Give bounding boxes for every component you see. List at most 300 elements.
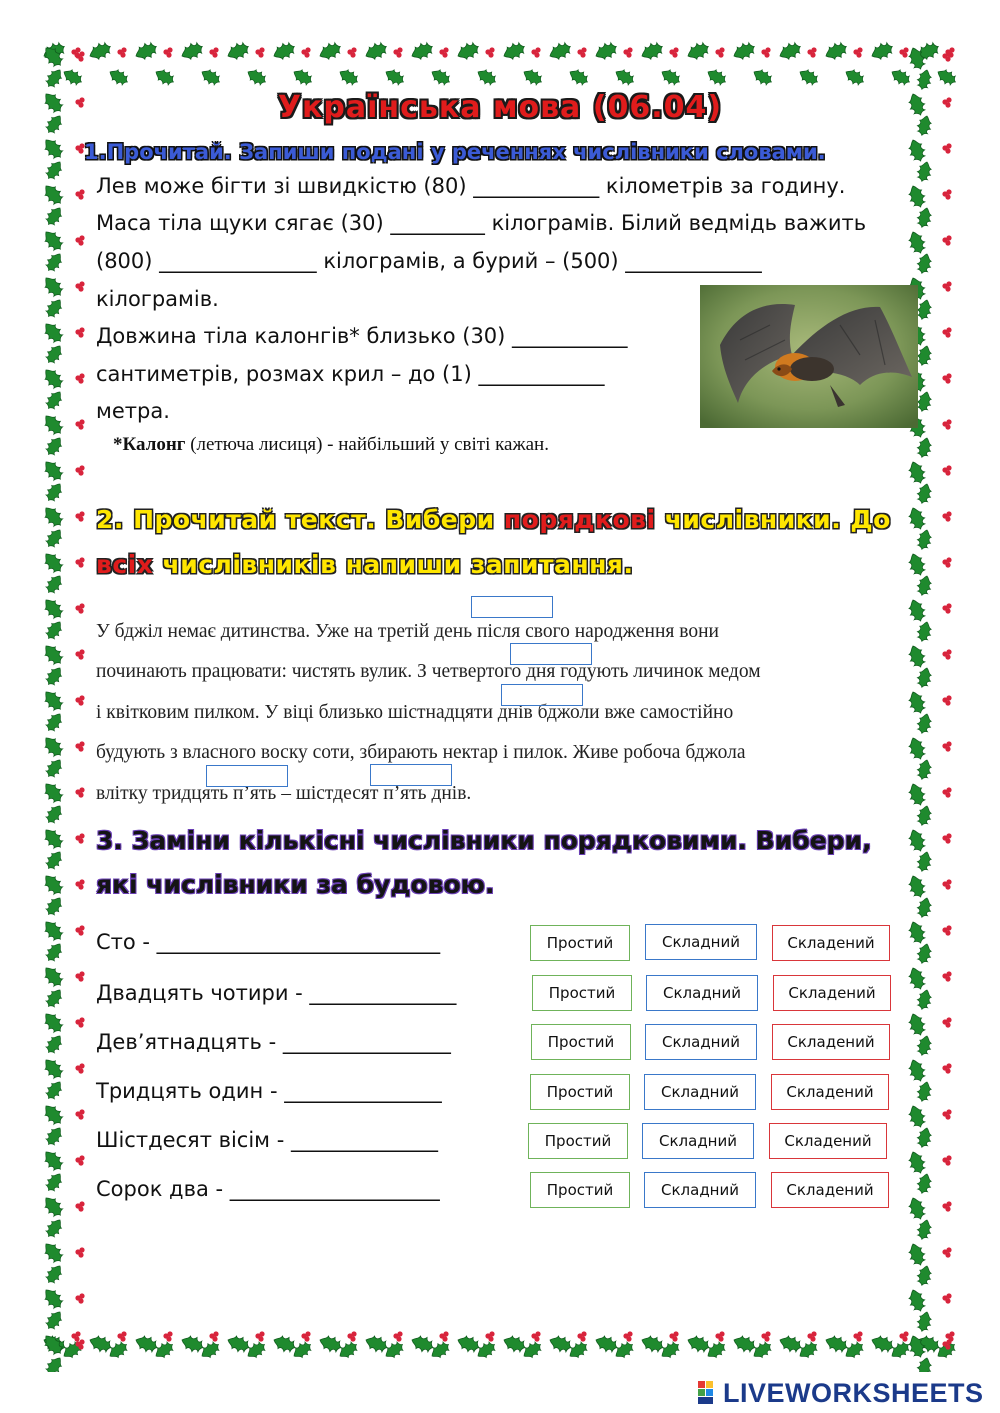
holly-berry <box>78 1068 83 1073</box>
task2-heading-line2 <box>96 550 916 579</box>
holly-leaf <box>906 1195 928 1222</box>
holly-berry <box>946 419 951 424</box>
option-simple[interactable]: Простий <box>530 925 630 961</box>
holly-berry <box>945 240 950 245</box>
task2-heading-line1 <box>96 505 916 534</box>
holly-berry <box>78 470 83 475</box>
holly-leaf <box>906 781 928 808</box>
holly-berry <box>946 51 951 56</box>
holly-leaf <box>685 39 712 62</box>
answer-box-2[interactable] <box>510 643 592 665</box>
holly-leaf <box>40 227 66 254</box>
holly-leaf <box>906 1149 928 1176</box>
holly-berry <box>945 976 950 981</box>
holly-berry <box>350 52 355 57</box>
holly-berry <box>396 52 401 57</box>
holly-leaf <box>455 39 482 62</box>
holly-berry <box>79 603 84 608</box>
holly-leaf <box>869 39 896 62</box>
task1-line: Довжина тіла калонгів* близько (30) ___________ <box>96 324 628 348</box>
holly-leaf <box>43 756 66 781</box>
option-simple[interactable]: Простий <box>528 1123 628 1159</box>
option-complex[interactable]: Складний <box>645 924 757 960</box>
holly-leaf <box>915 252 933 275</box>
holly-leaf <box>823 39 850 62</box>
holly-berry <box>946 465 951 470</box>
holly-leaf <box>915 666 933 689</box>
holly-leaf <box>40 687 66 714</box>
task1-line: (800) _______________ кілограмів, а бурий – (500) _____________ <box>96 249 762 273</box>
option-simple[interactable]: Простий <box>531 1024 631 1060</box>
holly-leaf <box>40 917 66 944</box>
holly-berry <box>213 1331 218 1336</box>
option-compound[interactable]: Складений <box>771 1074 889 1110</box>
holly-berry <box>79 695 84 700</box>
holly-berry <box>78 332 83 337</box>
holly-leaf <box>225 1333 252 1355</box>
task2-paragraph-line: і квітковим пилком. У віці близько шістнадцяти днів бджоли вже самостійно <box>96 702 734 723</box>
holly-leaf <box>915 436 933 459</box>
holly-berry <box>534 52 539 57</box>
holly-leaf <box>455 1333 482 1355</box>
holly-leaf <box>337 66 361 88</box>
holly-berry <box>535 1331 540 1336</box>
holly-berry <box>79 1063 84 1068</box>
holly-berry <box>396 1336 401 1341</box>
holly-berry <box>79 189 84 194</box>
numeral-row-label[interactable]: Сорок два - ____________________ <box>96 1177 440 1201</box>
holly-berry <box>627 1331 632 1336</box>
holly-berry <box>946 235 951 240</box>
holly-berry <box>167 47 172 52</box>
holly-berry <box>79 465 84 470</box>
holly-berry <box>718 52 723 57</box>
task1-line: сантиметрів, розмах крил – до (1) ____________ <box>96 362 605 386</box>
holly-leaf <box>43 940 66 965</box>
holly-leaf <box>915 1126 933 1149</box>
holly-leaf <box>43 526 66 551</box>
holly-berry <box>258 52 263 57</box>
holly-berry <box>351 47 356 52</box>
holly-leaf <box>869 1333 896 1355</box>
holly-berry <box>79 833 84 838</box>
holly-berry <box>946 833 951 838</box>
holly-berry <box>672 52 677 57</box>
holly-leaf <box>40 273 66 300</box>
holly-berry <box>946 1201 951 1206</box>
holly-leaf <box>915 850 933 873</box>
holly-leaf <box>40 595 66 622</box>
holly-leaf <box>906 919 928 946</box>
holly-leaf <box>501 39 528 62</box>
holly-leaf <box>685 1333 712 1355</box>
holly-berry <box>213 47 218 52</box>
holly-leaf <box>40 181 66 208</box>
holly-berry <box>78 516 83 521</box>
holly-berry <box>79 1293 84 1298</box>
holly-berry <box>946 1247 951 1252</box>
holly-leaf <box>906 229 928 256</box>
holly-berry <box>946 1293 951 1298</box>
holly-berry <box>166 52 171 57</box>
holly-berry <box>121 47 126 52</box>
holly-leaf <box>40 963 66 990</box>
task2-paragraph-line: будують з власного воску соти, збирають нектар і пилок. Живе робоча бджола <box>96 742 746 763</box>
holly-leaf <box>906 643 928 670</box>
numeral-row-label[interactable]: Тридцять один - _______________ <box>96 1079 442 1103</box>
holly-leaf <box>43 158 66 183</box>
option-complex[interactable]: Складний <box>646 975 758 1011</box>
holly-berry <box>945 194 950 199</box>
option-complex[interactable]: Складний <box>644 1172 756 1208</box>
holly-leaf <box>40 135 66 162</box>
holly-leaf <box>199 66 223 88</box>
holly-berry <box>78 1160 83 1165</box>
holly-berry <box>673 1331 678 1336</box>
holly-berry <box>945 1206 950 1211</box>
holly-leaf <box>797 66 821 88</box>
holly-leaf <box>906 873 928 900</box>
holly-berry <box>79 373 84 378</box>
holly-leaf <box>271 1333 298 1355</box>
footnote <box>113 434 549 456</box>
task2-h1-part: числівники. До <box>655 505 891 534</box>
holly-leaf <box>521 66 545 88</box>
holly-leaf <box>43 480 66 505</box>
holly-berry <box>78 1206 83 1211</box>
answer-box-1[interactable] <box>471 596 553 618</box>
holly-berry <box>945 1160 950 1165</box>
holly-leaf <box>777 39 804 62</box>
holly-leaf <box>731 39 758 62</box>
holly-leaf <box>43 802 66 827</box>
holly-leaf <box>43 1216 66 1241</box>
holly-leaf <box>40 43 66 70</box>
holly-berry <box>946 787 951 792</box>
holly-leaf <box>409 39 436 62</box>
holly-berry <box>946 741 951 746</box>
holly-border-bottom <box>40 1322 960 1372</box>
holly-berry <box>810 1336 815 1341</box>
holly-berry <box>78 930 83 935</box>
holly-leaf <box>40 733 66 760</box>
holly-leaf <box>639 39 666 62</box>
holly-berry <box>534 1336 539 1341</box>
holly-leaf <box>133 39 160 62</box>
liveworksheets-wordmark: LIVEWORKSHEETS <box>723 1377 984 1408</box>
holly-berry <box>79 327 84 332</box>
numeral-row-label[interactable]: Сто - ___________________________ <box>96 930 441 954</box>
holly-leaf <box>777 1333 804 1355</box>
holly-berry <box>946 189 951 194</box>
holly-leaf <box>40 503 66 530</box>
task1-heading: 1.Прочитай. Запиши подані у реченнях числівники словами. <box>84 140 826 164</box>
holly-leaf <box>906 459 928 486</box>
holly-leaf <box>915 1310 933 1333</box>
holly-leaf <box>291 66 315 88</box>
holly-leaf <box>906 965 928 992</box>
holly-leaf <box>40 1147 66 1174</box>
holly-leaf <box>40 1055 66 1082</box>
holly-leaf <box>906 689 928 716</box>
answer-box-5[interactable] <box>370 764 452 786</box>
holly-berry <box>672 1336 677 1341</box>
holly-berry <box>856 52 861 57</box>
holly-berry <box>946 925 951 930</box>
holly-leaf <box>409 1333 436 1355</box>
holly-berry <box>258 1336 263 1341</box>
holly-leaf <box>906 1057 928 1084</box>
holly-berry <box>442 1336 447 1341</box>
holly-berry <box>78 562 83 567</box>
holly-berry <box>79 741 84 746</box>
holly-leaf <box>915 988 933 1011</box>
holly-leaf <box>906 1333 928 1360</box>
holly-berry <box>580 1336 585 1341</box>
holly-berry <box>946 971 951 976</box>
holly-leaf <box>915 206 933 229</box>
holly-leaf <box>823 1333 850 1355</box>
option-complex[interactable]: Складний <box>644 1074 756 1110</box>
holly-berry <box>79 557 84 562</box>
holly-berry <box>946 1109 951 1114</box>
holly-berry <box>946 695 951 700</box>
option-compound[interactable]: Складений <box>772 925 890 961</box>
holly-leaf <box>43 664 66 689</box>
holly-berry <box>945 746 950 751</box>
holly-berry <box>946 327 951 332</box>
holly-leaf <box>915 1264 933 1287</box>
holly-border-top <box>40 38 960 88</box>
holly-berry <box>945 700 950 705</box>
holly-berry <box>78 838 83 843</box>
holly-berry <box>78 1022 83 1027</box>
holly-berry <box>78 1114 83 1119</box>
holly-leaf <box>40 365 66 392</box>
holly-leaf <box>245 66 269 88</box>
holly-leaf <box>906 827 928 854</box>
holly-berry <box>810 52 815 57</box>
holly-leaf <box>43 572 66 597</box>
option-simple[interactable]: Простий <box>530 1074 630 1110</box>
holly-berry <box>945 884 950 889</box>
holly-berry <box>946 557 951 562</box>
holly-berry <box>945 332 950 337</box>
holly-berry <box>79 1109 84 1114</box>
page-title: Українська мова (06.04) <box>277 90 723 125</box>
holly-berry <box>945 1022 950 1027</box>
holly-leaf <box>906 1287 928 1314</box>
option-complex[interactable]: Складний <box>645 1024 757 1060</box>
task1-line: метра. <box>96 399 170 423</box>
option-simple[interactable]: Простий <box>532 975 632 1011</box>
holly-berry <box>78 1344 83 1349</box>
holly-berry <box>946 603 951 608</box>
holly-berry <box>488 1336 493 1341</box>
holly-leaf <box>915 1356 933 1372</box>
holly-berry <box>305 1331 310 1336</box>
numeral-row-label[interactable]: Шістдесят вісім - ______________ <box>96 1128 438 1152</box>
holly-berry <box>945 516 950 521</box>
holly-berry <box>946 281 951 286</box>
holly-berry <box>581 1331 586 1336</box>
holly-berry <box>489 47 494 52</box>
option-compound[interactable]: Складений <box>773 975 891 1011</box>
holly-berry <box>946 1017 951 1022</box>
holly-leaf <box>40 1193 66 1220</box>
holly-leaf <box>906 1011 928 1038</box>
holly-berry <box>718 1336 723 1341</box>
holly-berry <box>78 240 83 245</box>
holly-berry <box>79 419 84 424</box>
holly-berry <box>945 1252 950 1257</box>
holly-leaf <box>915 1034 933 1057</box>
holly-berry <box>304 52 309 57</box>
holly-leaf <box>225 39 252 62</box>
holly-berry <box>79 235 84 240</box>
answer-box-4[interactable] <box>206 765 288 787</box>
holly-leaf <box>906 735 928 762</box>
holly-leaf <box>731 1333 758 1355</box>
holly-leaf <box>40 1009 66 1036</box>
holly-leaf <box>475 66 499 88</box>
holly-berry <box>719 47 724 52</box>
holly-berry <box>259 47 264 52</box>
holly-berry <box>945 1298 950 1303</box>
holly-leaf <box>40 779 66 806</box>
holly-leaf <box>906 597 928 624</box>
holly-leaf <box>915 68 933 91</box>
holly-leaf <box>40 825 66 852</box>
task2-h2-part: всіх <box>96 550 154 579</box>
holly-berry <box>945 470 950 475</box>
holly-leaf <box>906 45 928 72</box>
holly-leaf <box>915 1172 933 1195</box>
holly-berry <box>626 1336 631 1341</box>
holly-berry <box>304 1336 309 1341</box>
holly-leaf <box>40 1101 66 1128</box>
holly-berry <box>79 879 84 884</box>
holly-berry <box>120 52 125 57</box>
holly-leaf <box>153 66 177 88</box>
option-complex[interactable]: Складний <box>642 1123 754 1159</box>
holly-berry <box>79 649 84 654</box>
holly-berry <box>78 792 83 797</box>
holly-berry <box>535 47 540 52</box>
option-compound[interactable]: Складений <box>771 1172 889 1208</box>
holly-berry <box>945 56 950 61</box>
numeral-row-label[interactable]: Дев’ятнадцять - ________________ <box>96 1030 451 1054</box>
holly-berry <box>945 654 950 659</box>
holly-leaf <box>547 1333 574 1355</box>
holly-berry <box>78 56 83 61</box>
holly-leaf <box>429 66 453 88</box>
holly-leaf <box>915 482 933 505</box>
holly-berry <box>946 879 951 884</box>
holly-leaf <box>43 434 66 459</box>
holly-berry <box>764 1336 769 1341</box>
holly-leaf <box>915 896 933 919</box>
holly-leaf <box>593 39 620 62</box>
holly-berry <box>946 1339 951 1344</box>
option-compound[interactable]: Складений <box>772 1024 890 1060</box>
holly-leaf <box>40 1239 66 1266</box>
holly-leaf <box>40 549 66 576</box>
holly-berry <box>78 976 83 981</box>
holly-berry <box>945 148 950 153</box>
holly-berry <box>946 649 951 654</box>
holly-leaf <box>40 319 66 346</box>
holly-berry <box>765 1331 770 1336</box>
task1-line: Маса тіла щуки сягає (30) _________ кілограмів. Білий ведмідь важить <box>96 211 867 235</box>
holly-berry <box>78 1298 83 1303</box>
holly-berry <box>442 52 447 57</box>
holly-leaf <box>613 66 637 88</box>
numeral-row-label[interactable]: Двадцять чотири - ______________ <box>96 981 457 1005</box>
holly-leaf <box>43 618 66 643</box>
holly-berry <box>945 930 950 935</box>
holly-leaf <box>40 1285 66 1312</box>
holly-berry <box>78 378 83 383</box>
holly-leaf <box>567 66 591 88</box>
option-simple[interactable]: Простий <box>530 1172 630 1208</box>
holly-berry <box>79 511 84 516</box>
answer-box-3[interactable] <box>501 684 583 706</box>
holly-berry <box>78 654 83 659</box>
task2-paragraph-line: влітку тридцять п’ять – шістдесят п’ять днів. <box>96 783 472 804</box>
liveworksheets-logo-icon <box>697 1380 723 1406</box>
holly-berry <box>673 47 678 52</box>
holly-leaf <box>40 411 66 438</box>
holly-berry <box>857 47 862 52</box>
holly-berry <box>945 838 950 843</box>
holly-leaf <box>43 342 66 367</box>
holly-leaf <box>363 39 390 62</box>
holly-berry <box>946 1063 951 1068</box>
holly-berry <box>765 47 770 52</box>
holly-leaf <box>915 758 933 781</box>
holly-berry <box>350 1336 355 1341</box>
holly-berry <box>489 1331 494 1336</box>
holly-leaf <box>915 804 933 827</box>
holly-berry <box>946 143 951 148</box>
holly-leaf <box>915 942 933 965</box>
holly-leaf <box>43 66 66 91</box>
holly-leaf <box>659 66 683 88</box>
holly-berry <box>946 511 951 516</box>
holly-leaf <box>43 1262 66 1287</box>
holly-berry <box>945 1344 950 1349</box>
holly-berry <box>719 1331 724 1336</box>
holly-leaf <box>40 457 66 484</box>
task2-h2-part: числівників напиши запитання. <box>153 550 634 579</box>
holly-berry <box>946 373 951 378</box>
holly-berry <box>857 1331 862 1336</box>
holly-berry <box>166 1336 171 1341</box>
holly-berry <box>945 562 950 567</box>
holly-leaf <box>43 1124 66 1149</box>
holly-leaf <box>915 1218 933 1241</box>
holly-berry <box>78 286 83 291</box>
holly-berry <box>79 281 84 286</box>
option-compound[interactable]: Складений <box>769 1123 887 1159</box>
task3-heading-line2: які числівники за будовою. <box>96 870 495 899</box>
holly-berry <box>397 1331 402 1336</box>
holly-berry <box>79 51 84 56</box>
holly-leaf <box>179 39 206 62</box>
holly-leaf <box>43 204 66 229</box>
holly-leaf <box>40 641 66 668</box>
